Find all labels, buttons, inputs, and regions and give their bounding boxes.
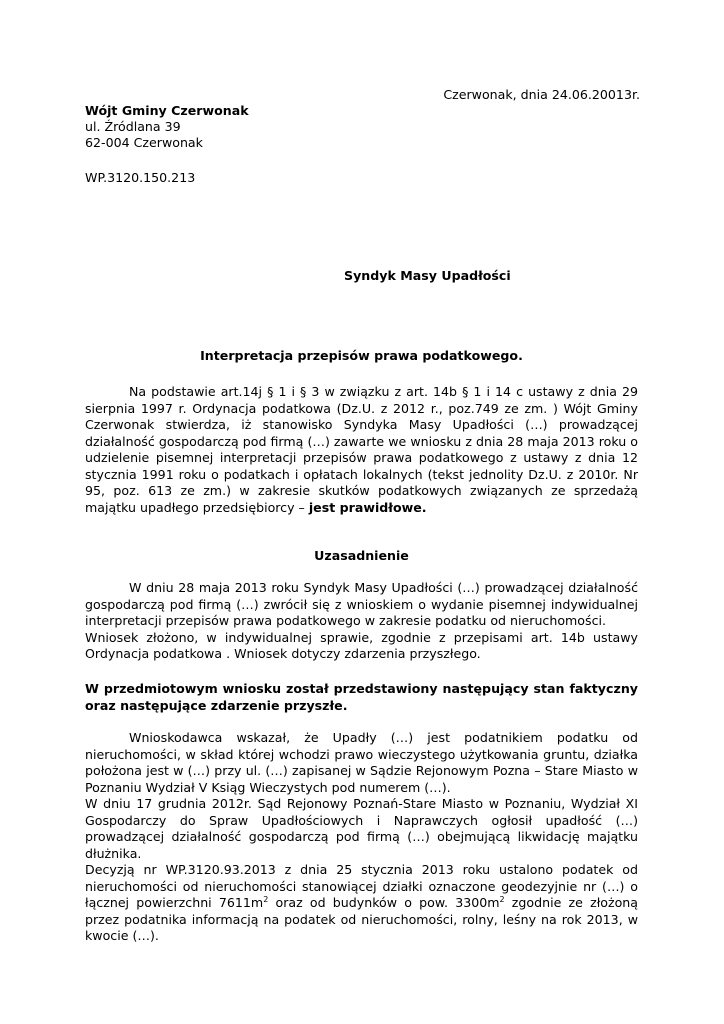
recipient: Syndyk Masy Upadłości xyxy=(344,268,511,283)
facts-paragraph-1: Wnioskodawca wskazał, że Upadły (…) jest podatnikiem podatku od nieruchomości, w skład której wchodzi prawo wieczystego użytkowania gruntu, działka położona jest w (…) przy ul. (…) zapisanej w Sądzie Rejonowym Pozna – Stare Miasto w Poznaniu Wydział V Ksiąg Wieczystych pod numerem (…). xyxy=(85,730,638,795)
justification-heading: Uzasadnienie xyxy=(314,548,409,563)
sender-city: 62-004 Czerwonak xyxy=(85,135,203,150)
facts-paragraph-3 xyxy=(85,862,638,945)
intro-text: Na podstawie art.14j § 1 i § 3 w związku z art. 14b § 1 i 14 c ustawy z dnia 29 sierpnia 1997 r. Ordynacja podatkowa (Dz.U. z 2012 r., poz.749 ze zm. ) Wójt Gminy Czerwonak stwierdza, iż stanowisko Syndyka Masy Upadłości (…) prowadzącej działalność gospodarczą pod firmą (…) zawarte we wniosku z dnia 28 maja 2013 roku o udzielenie pisemnej interpretacji przepisów prawa podatkowego z ustawy z dnia 12 stycznia 1991 roku o podatkach i opłatach lokalnych (tekst jednolity Dz.U. z 2010r. Nr 95, poz. 613 ze zm.) w zakresie skutków podatkowych związanych ze sprzedażą majątku upadłego przedsiębiorcy – xyxy=(85,384,638,515)
facts-p3-part-a: Decyzją nr WP.3120.93.2013 z dnia 25 stycznia 2013 roku ustalono podatek od nieruchomości od nieruchomości stanowiącej działki oznaczone geodezyjnie nr (…) o łącznej powierzchni 7611m xyxy=(85,862,638,910)
intro-conclusion: jest prawidłowe. xyxy=(308,499,427,515)
area-superscript-2: 2 xyxy=(499,894,505,904)
justification-paragraph-1: W dniu 28 maja 2013 roku Syndyk Masy Upadłości (…) prowadzącej działalność gospodarczą pod firmą (…) zwrócił się z wnioskiem o wydanie pisemnej indywidualnej interpretacji przepisów prawa podatkowego w zakresie podatku od nieruchomości. xyxy=(85,580,638,628)
facts-paragraph-2: W dniu 17 grudnia 2012r. Sąd Rejonowy Poznań-Stare Miasto w Poznaniu, Wydział XI Gospodarczy do Spraw Upadłościowych i Naprawczych ogłosił upadłość (…) prowadzącej działalność gospodarczą pod firmą (…) obejmującą likwidację majątku dłużnika. xyxy=(85,796,638,861)
justification-paragraph-2: Wniosek złożono, w indywidualnej sprawie, zgodnie z przepisami art. 14b ustawy Ordynacja podatkowa . Wniosek dotyczy zdarzenia przyszłego. xyxy=(85,629,638,661)
sender-block xyxy=(85,103,385,151)
intro-paragraph xyxy=(85,384,638,516)
sender-name: Wójt Gminy Czerwonak xyxy=(85,103,249,118)
document-title: Interpretacja przepisów prawa podatkowego. xyxy=(200,348,523,363)
facts-heading: W przedmiotowym wniosku został przedstawiony następujący stan faktyczny oraz następujące zdarzenie przyszłe. xyxy=(85,681,638,713)
area-superscript-1: 2 xyxy=(263,894,269,904)
facts-p3-part-b: oraz od budynków o pow. 3300m xyxy=(268,895,500,910)
sender-street: ul. Źródlana 39 xyxy=(85,119,181,134)
place-date: Czerwonak, dnia 24.06.20013r. xyxy=(443,87,640,102)
facts-p3-part-c: zgodnie ze złożoną przez podatnika informacją na podatek od nieruchomości, rolny, leśny na rok 2013, w kwocie (…). xyxy=(85,895,638,943)
facts-section xyxy=(85,730,638,945)
reference-number: WP.3120.150.213 xyxy=(85,170,196,185)
justification-section xyxy=(85,580,638,663)
